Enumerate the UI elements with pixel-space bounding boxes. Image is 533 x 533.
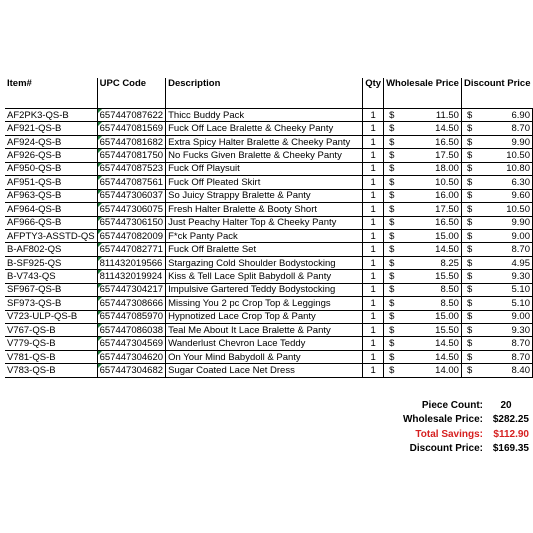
- qty-cell[interactable]: 1: [363, 297, 384, 310]
- table-row: [5, 109, 533, 122]
- wholesale-price-value: 17.50: [435, 150, 459, 162]
- upc-cell[interactable]: [97, 337, 165, 350]
- description-cell[interactable]: Teal Me About It Lace Bralette & Panty: [166, 324, 363, 337]
- cell-marker-icon: [98, 217, 102, 221]
- item-cell[interactable]: AF2PK3-QS-B: [5, 109, 97, 122]
- currency-symbol: $: [466, 324, 473, 336]
- description-cell[interactable]: Sugar Coated Lace Net Dress: [166, 364, 363, 377]
- table-row: [5, 283, 533, 296]
- cell-marker-icon: [98, 149, 102, 153]
- discount-price-value: 9.90: [511, 136, 530, 148]
- discount-price-value: 9.60: [511, 190, 530, 202]
- description-cell[interactable]: No Fucks Given Bralette & Cheeky Panty: [166, 149, 363, 162]
- description-cell[interactable]: Hypnotized Lace Crop Top & Panty: [166, 310, 363, 323]
- item-cell[interactable]: AF921-QS-B: [5, 122, 97, 135]
- description-cell[interactable]: Fresh Halter Bralette & Booty Short: [166, 203, 363, 216]
- cell-marker-icon: [98, 337, 102, 341]
- piece-count-line: [395, 398, 529, 413]
- upc-value: 657447087523: [99, 163, 164, 175]
- discount-price-cell[interactable]: [461, 297, 532, 310]
- wholesale-price-value: 15.00: [435, 230, 459, 242]
- description-cell[interactable]: Kiss & Tell Lace Split Babydoll & Panty: [166, 270, 363, 283]
- currency-symbol: $: [389, 230, 395, 242]
- discount-price-cell[interactable]: [461, 122, 532, 135]
- upc-cell[interactable]: [97, 364, 165, 377]
- currency-symbol: $: [466, 190, 473, 202]
- spreadsheet: [5, 78, 533, 378]
- item-cell[interactable]: AFPTY3-ASSTD-QS: [5, 229, 97, 242]
- upc-cell[interactable]: [97, 122, 165, 135]
- total-savings-value: $112.90: [493, 428, 529, 440]
- wholesale-price-cell[interactable]: [384, 350, 462, 363]
- wholesale-price-value: 14.50: [435, 338, 459, 350]
- currency-symbol: $: [389, 351, 395, 363]
- order-table: [5, 78, 533, 378]
- upc-cell[interactable]: [97, 310, 165, 323]
- wholesale-total-value: $282.25: [492, 414, 529, 426]
- qty-cell[interactable]: 1: [363, 337, 384, 350]
- qty-cell[interactable]: 1: [363, 109, 384, 122]
- discount-price-value: 5.10: [511, 284, 530, 296]
- table-row: [5, 324, 533, 337]
- cell-marker-icon: [98, 324, 102, 328]
- table-row: [5, 297, 533, 310]
- description-cell[interactable]: Extra Spicy Halter Bralette & Cheeky Panty: [166, 135, 363, 148]
- qty-cell[interactable]: 1: [363, 203, 384, 216]
- wholesale-price-cell[interactable]: [384, 216, 462, 229]
- table-row: [5, 176, 533, 189]
- discount-price-value: 8.70: [511, 351, 530, 363]
- wholesale-price-value: 18.00: [435, 163, 459, 175]
- item-cell[interactable]: AF924-QS-B: [5, 135, 97, 148]
- discount-price-cell[interactable]: [461, 176, 532, 189]
- description-cell[interactable]: Impulsive Gartered Teddy Bodystocking: [166, 283, 363, 296]
- discount-price-cell[interactable]: [461, 162, 532, 175]
- discount-price-cell[interactable]: [461, 337, 532, 350]
- header-wholesale: Wholesale Price: [384, 78, 462, 109]
- currency-symbol: $: [389, 136, 395, 148]
- qty-cell[interactable]: 1: [363, 176, 384, 189]
- description-cell[interactable]: Fuck Off Pleated Skirt: [166, 176, 363, 189]
- wholesale-total-label: Wholesale Price:: [402, 414, 483, 426]
- wholesale-price-cell[interactable]: [384, 122, 462, 135]
- wholesale-price-cell[interactable]: [384, 189, 462, 202]
- upc-value: 657447081569: [99, 123, 164, 135]
- currency-symbol: $: [389, 297, 395, 309]
- item-cell[interactable]: V781-QS-B: [5, 350, 97, 363]
- qty-cell[interactable]: 1: [363, 324, 384, 337]
- currency-symbol: $: [466, 230, 473, 242]
- qty-cell[interactable]: 1: [363, 283, 384, 296]
- qty-cell[interactable]: 1: [363, 149, 384, 162]
- wholesale-price-value: 15.50: [435, 324, 459, 336]
- currency-symbol: $: [466, 176, 473, 188]
- cell-marker-icon: [98, 257, 102, 261]
- item-cell[interactable]: V723-ULP-QS-B: [5, 310, 97, 323]
- table-row: [5, 270, 533, 283]
- discount-price-cell[interactable]: [461, 324, 532, 337]
- discount-price-cell[interactable]: [461, 364, 532, 377]
- wholesale-price-cell[interactable]: [384, 109, 462, 122]
- wholesale-price-cell[interactable]: [384, 176, 462, 189]
- cell-marker-icon: [98, 203, 102, 207]
- upc-cell[interactable]: [97, 149, 165, 162]
- description-cell[interactable]: Fuck Off Playsuit: [166, 162, 363, 175]
- currency-symbol: $: [389, 190, 395, 202]
- currency-symbol: $: [389, 109, 395, 121]
- item-cell[interactable]: AF963-QS-B: [5, 189, 97, 202]
- upc-value: 657447306075: [99, 203, 164, 215]
- order-summary: [395, 398, 529, 456]
- discount-price-value: 9.30: [511, 270, 530, 282]
- discount-price-value: 5.10: [511, 297, 530, 309]
- table-row: [5, 243, 533, 256]
- discount-price-value: 9.90: [511, 217, 530, 229]
- upc-value: 657447082009: [99, 230, 164, 242]
- discount-price-value: 4.95: [511, 257, 530, 269]
- description-cell[interactable]: Just Peachy Halter Top & Cheeky Panty: [166, 216, 363, 229]
- discount-price-value: 9.30: [511, 324, 530, 336]
- wholesale-price-value: 15.50: [435, 270, 459, 282]
- description-cell[interactable]: F*ck Panty Pack: [166, 229, 363, 242]
- wholesale-price-value: 14.50: [435, 351, 459, 363]
- description-cell[interactable]: Missing You 2 pc Crop Top & Leggings: [166, 297, 363, 310]
- qty-cell[interactable]: 1: [363, 189, 384, 202]
- currency-symbol: $: [466, 338, 473, 350]
- discount-price-value: 9.00: [511, 311, 530, 323]
- wholesale-price-cell[interactable]: [384, 337, 462, 350]
- upc-cell[interactable]: [97, 109, 165, 122]
- discount-total-line: [395, 442, 529, 457]
- wholesale-price-cell[interactable]: [384, 310, 462, 323]
- upc-value: 657447086038: [99, 324, 164, 336]
- discount-price-value: 8.70: [511, 123, 530, 135]
- table-row: [5, 337, 533, 350]
- upc-value: 657447304569: [99, 338, 164, 350]
- currency-symbol: $: [466, 257, 473, 269]
- currency-symbol: $: [466, 365, 473, 377]
- currency-symbol: $: [389, 257, 395, 269]
- header-row: [5, 78, 533, 109]
- currency-symbol: $: [389, 324, 395, 336]
- cell-marker-icon: [98, 351, 102, 355]
- currency-symbol: $: [389, 365, 395, 377]
- wholesale-price-cell[interactable]: [384, 203, 462, 216]
- wholesale-price-value: 16.50: [435, 217, 459, 229]
- currency-symbol: $: [389, 284, 395, 296]
- table-row: [5, 135, 533, 148]
- total-savings-label: Total Savings:: [415, 428, 483, 440]
- discount-price-cell[interactable]: [461, 203, 532, 216]
- cell-marker-icon: [98, 109, 102, 113]
- wholesale-price-cell[interactable]: [384, 297, 462, 310]
- upc-value: 657447308666: [99, 297, 164, 309]
- item-cell[interactable]: B-SF925-QS: [5, 256, 97, 269]
- currency-symbol: $: [389, 270, 395, 282]
- currency-symbol: $: [389, 311, 395, 323]
- upc-value: 811432019924: [99, 270, 163, 282]
- currency-symbol: $: [466, 297, 473, 309]
- cell-marker-icon: [98, 190, 102, 194]
- table-row: [5, 189, 533, 202]
- cell-marker-icon: [98, 136, 102, 140]
- upc-cell[interactable]: [97, 270, 165, 283]
- discount-price-value: 9.00: [511, 230, 530, 242]
- wholesale-price-value: 8.25: [440, 257, 459, 269]
- currency-symbol: $: [389, 244, 395, 256]
- discount-price-value: 6.90: [511, 109, 530, 121]
- discount-price-value: 8.40: [511, 365, 530, 377]
- table-row: [5, 203, 533, 216]
- cell-marker-icon: [98, 297, 102, 301]
- item-cell[interactable]: V767-QS-B: [5, 324, 97, 337]
- upc-cell[interactable]: [97, 189, 165, 202]
- upc-value: 657447081682: [99, 136, 164, 148]
- item-cell[interactable]: SF967-QS-B: [5, 283, 97, 296]
- upc-value: 657447087561: [99, 176, 164, 188]
- table-row: [5, 122, 533, 135]
- currency-symbol: $: [466, 217, 473, 229]
- wholesale-price-cell[interactable]: [384, 243, 462, 256]
- currency-symbol: $: [389, 150, 395, 162]
- table-row: [5, 310, 533, 323]
- item-cell[interactable]: B-AF802-QS: [5, 243, 97, 256]
- upc-value: 657447304620: [99, 351, 164, 363]
- header-qty: Qty: [363, 78, 384, 109]
- total-savings-line: [395, 427, 529, 442]
- discount-price-cell[interactable]: [461, 310, 532, 323]
- currency-symbol: $: [389, 217, 395, 229]
- piece-count-label: Piece Count:: [421, 399, 483, 411]
- item-cell[interactable]: B-V743-QS: [5, 270, 97, 283]
- qty-cell[interactable]: 1: [363, 122, 384, 135]
- description-cell[interactable]: Thicc Buddy Pack: [166, 109, 363, 122]
- discount-price-cell[interactable]: [461, 109, 532, 122]
- cell-marker-icon: [98, 163, 102, 167]
- upc-cell[interactable]: [97, 324, 165, 337]
- header-item: Item#: [5, 78, 97, 109]
- upc-cell[interactable]: [97, 135, 165, 148]
- qty-cell[interactable]: 1: [363, 162, 384, 175]
- currency-symbol: $: [466, 136, 473, 148]
- upc-value: 657447306037: [99, 190, 164, 202]
- discount-price-value: 10.50: [506, 150, 530, 162]
- wholesale-price-cell[interactable]: [384, 135, 462, 148]
- currency-symbol: $: [466, 270, 473, 282]
- wholesale-price-value: 11.50: [435, 109, 459, 121]
- qty-cell[interactable]: 1: [363, 310, 384, 323]
- discount-total-value: $169.35: [492, 443, 529, 455]
- upc-value: 657447304682: [99, 365, 164, 377]
- item-cell[interactable]: AF966-QS-B: [5, 216, 97, 229]
- item-cell[interactable]: V779-QS-B: [5, 337, 97, 350]
- discount-price-cell[interactable]: [461, 283, 532, 296]
- upc-value: 657447306150: [99, 217, 164, 229]
- cell-marker-icon: [98, 270, 102, 274]
- piece-count-value: 20: [500, 399, 512, 411]
- upc-cell[interactable]: [97, 203, 165, 216]
- discount-price-cell[interactable]: [461, 229, 532, 242]
- table-row: [5, 256, 533, 269]
- item-cell[interactable]: AF951-QS-B: [5, 176, 97, 189]
- item-cell[interactable]: SF973-QS-B: [5, 297, 97, 310]
- upc-cell[interactable]: [97, 162, 165, 175]
- header-discount: Discount Price: [461, 78, 532, 109]
- currency-symbol: $: [389, 203, 395, 215]
- table-row: [5, 162, 533, 175]
- qty-cell[interactable]: 1: [363, 243, 384, 256]
- discount-price-cell[interactable]: [461, 149, 532, 162]
- description-cell[interactable]: So Juicy Strappy Bralette & Panty: [166, 189, 363, 202]
- qty-cell[interactable]: 1: [363, 135, 384, 148]
- discount-price-value: 10.50: [506, 203, 530, 215]
- discount-price-value: 8.70: [511, 338, 530, 350]
- discount-price-cell[interactable]: [461, 256, 532, 269]
- upc-value: 657447081750: [99, 150, 164, 162]
- discount-price-cell[interactable]: [461, 189, 532, 202]
- cell-marker-icon: [98, 230, 102, 234]
- discount-price-value: 8.70: [511, 244, 530, 256]
- wholesale-price-cell[interactable]: [384, 364, 462, 377]
- wholesale-price-value: 16.50: [435, 136, 459, 148]
- wholesale-price-cell[interactable]: [384, 324, 462, 337]
- discount-price-value: 6.30: [511, 176, 530, 188]
- wholesale-price-value: 10.50: [435, 176, 459, 188]
- currency-symbol: $: [466, 163, 473, 175]
- wholesale-total-line: [395, 413, 529, 428]
- wholesale-price-cell[interactable]: [384, 229, 462, 242]
- qty-cell[interactable]: 1: [363, 350, 384, 363]
- discount-price-value: 10.80: [506, 163, 530, 175]
- cell-marker-icon: [98, 176, 102, 180]
- upc-cell[interactable]: [97, 176, 165, 189]
- discount-total-label: Discount Price:: [409, 443, 483, 455]
- table-row: [5, 350, 533, 363]
- qty-cell[interactable]: 1: [363, 256, 384, 269]
- upc-cell[interactable]: [97, 283, 165, 296]
- wholesale-price-value: 8.50: [440, 284, 459, 296]
- description-cell[interactable]: Fuck Off Bralette Set: [166, 243, 363, 256]
- description-cell[interactable]: On Your Mind Babydoll & Panty: [166, 350, 363, 363]
- qty-cell[interactable]: 1: [363, 270, 384, 283]
- currency-symbol: $: [389, 176, 395, 188]
- upc-cell[interactable]: [97, 297, 165, 310]
- wholesale-price-cell[interactable]: [384, 270, 462, 283]
- wholesale-price-value: 14.00: [435, 365, 459, 377]
- wholesale-price-value: 15.00: [435, 311, 459, 323]
- upc-value: 657447087622: [99, 109, 164, 121]
- discount-price-cell[interactable]: [461, 243, 532, 256]
- qty-cell[interactable]: 1: [363, 216, 384, 229]
- discount-price-cell[interactable]: [461, 135, 532, 148]
- item-cell[interactable]: AF950-QS-B: [5, 162, 97, 175]
- discount-price-cell[interactable]: [461, 350, 532, 363]
- wholesale-price-cell[interactable]: [384, 256, 462, 269]
- currency-symbol: $: [466, 311, 473, 323]
- cell-marker-icon: [98, 311, 102, 315]
- upc-cell[interactable]: [97, 350, 165, 363]
- currency-symbol: $: [389, 123, 395, 135]
- upc-value: 657447304217: [99, 284, 164, 296]
- description-cell[interactable]: Stargazing Cold Shoulder Bodystocking: [166, 256, 363, 269]
- upc-value: 657447082771: [99, 244, 164, 256]
- currency-symbol: $: [389, 163, 395, 175]
- wholesale-price-value: 8.50: [440, 297, 459, 309]
- currency-symbol: $: [466, 150, 473, 162]
- description-cell[interactable]: Wanderlust Chevron Lace Teddy: [166, 337, 363, 350]
- upc-value: 811432019566: [99, 257, 163, 269]
- discount-price-cell[interactable]: [461, 216, 532, 229]
- table-row: [5, 229, 533, 242]
- header-description: Description: [166, 78, 363, 109]
- table-row: [5, 216, 533, 229]
- currency-symbol: $: [466, 123, 473, 135]
- qty-cell[interactable]: 1: [363, 229, 384, 242]
- currency-symbol: $: [466, 109, 473, 121]
- wholesale-price-value: 16.00: [435, 190, 459, 202]
- currency-symbol: $: [466, 351, 473, 363]
- upc-cell[interactable]: [97, 243, 165, 256]
- upc-cell[interactable]: [97, 256, 165, 269]
- currency-symbol: $: [466, 203, 473, 215]
- upc-value: 657447085970: [99, 311, 164, 323]
- wholesale-price-cell[interactable]: [384, 162, 462, 175]
- table-row: [5, 364, 533, 377]
- wholesale-price-value: 17.50: [435, 203, 459, 215]
- currency-symbol: $: [466, 284, 473, 296]
- cell-marker-icon: [98, 243, 102, 247]
- cell-marker-icon: [98, 122, 102, 126]
- wholesale-price-cell[interactable]: [384, 149, 462, 162]
- wholesale-price-value: 14.50: [435, 244, 459, 256]
- wholesale-price-value: 14.50: [435, 123, 459, 135]
- item-cell[interactable]: V783-QS-B: [5, 364, 97, 377]
- discount-price-cell[interactable]: [461, 270, 532, 283]
- currency-symbol: $: [389, 338, 395, 350]
- upc-cell[interactable]: [97, 216, 165, 229]
- description-cell[interactable]: Fuck Off Lace Bralette & Cheeky Panty: [166, 122, 363, 135]
- cell-marker-icon: [98, 364, 102, 368]
- table-row: [5, 149, 533, 162]
- wholesale-price-cell[interactable]: [384, 283, 462, 296]
- item-cell[interactable]: AF964-QS-B: [5, 203, 97, 216]
- item-cell[interactable]: AF926-QS-B: [5, 149, 97, 162]
- upc-cell[interactable]: [97, 229, 165, 242]
- header-upc: UPC Code: [97, 78, 165, 109]
- currency-symbol: $: [466, 244, 473, 256]
- cell-marker-icon: [98, 284, 102, 288]
- qty-cell[interactable]: 1: [363, 364, 384, 377]
